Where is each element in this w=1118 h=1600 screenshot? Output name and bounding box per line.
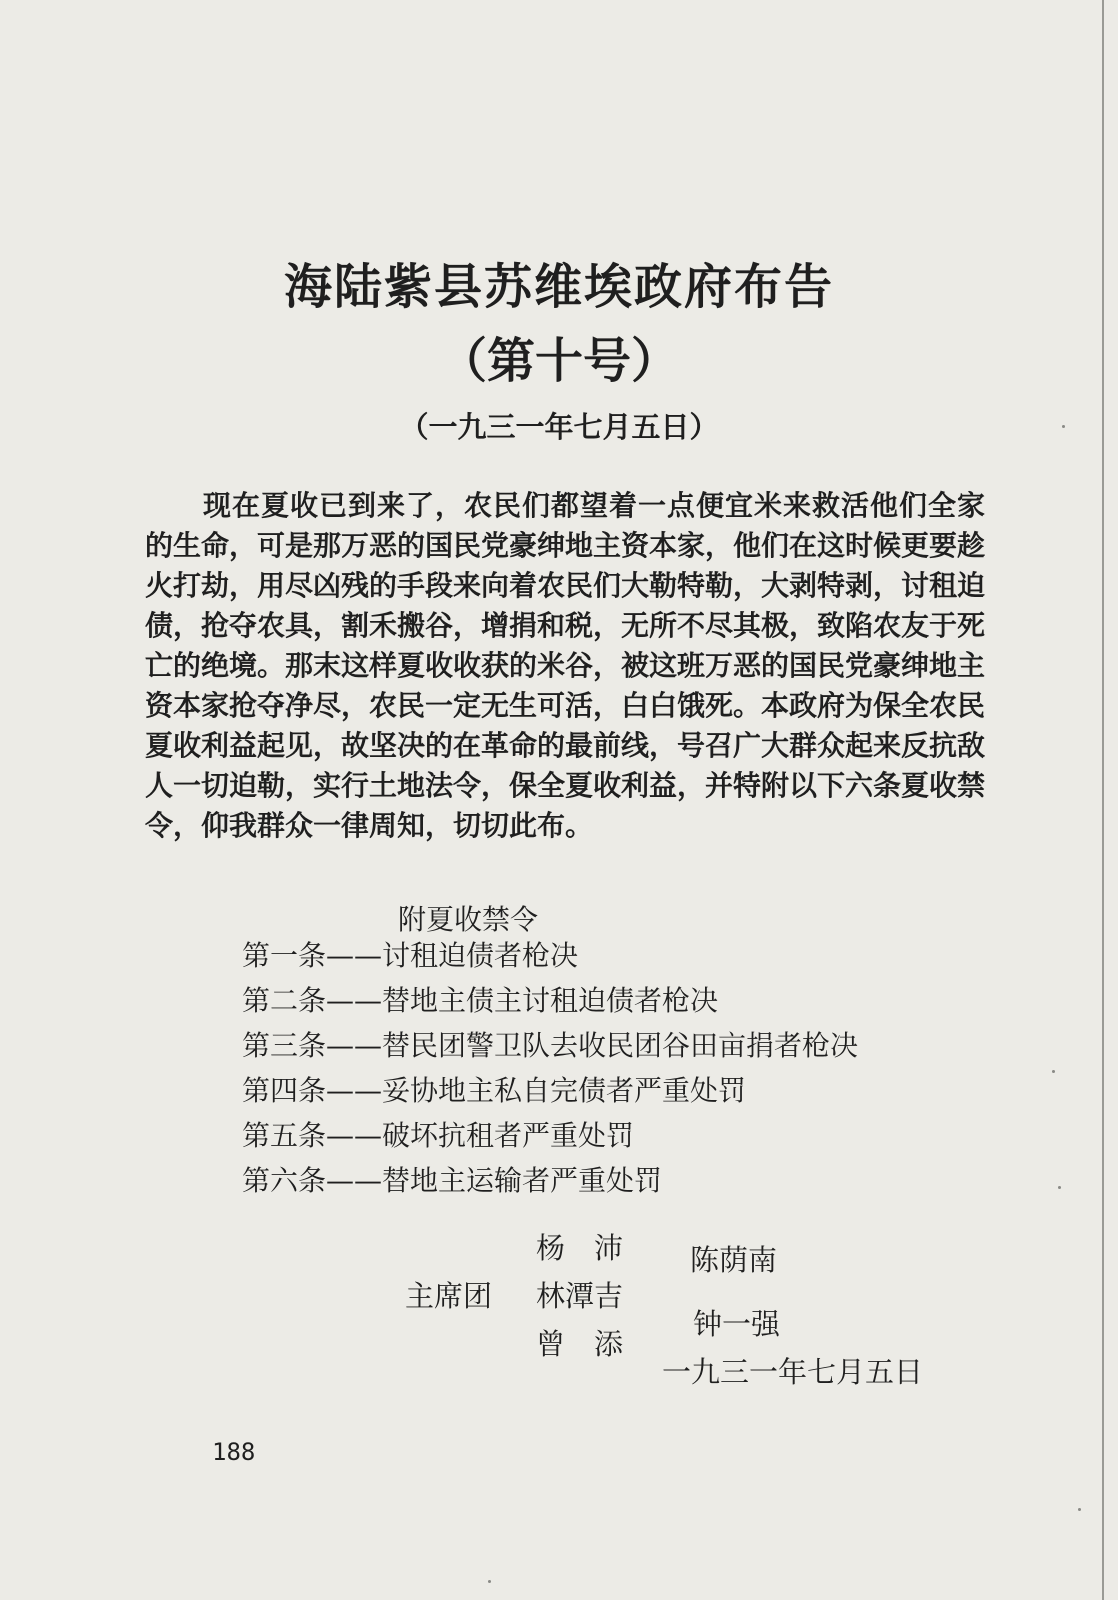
rule-item: 第一条——讨租迫债者枪决 [242, 939, 579, 972]
signature-date: 一九三一年七月五日 [662, 1355, 924, 1389]
rule-item: 第三条——替民团警卫队去收民团谷田亩捐者枪决 [242, 1029, 859, 1062]
signatory-name: 陈荫南 [690, 1243, 778, 1277]
rule-item: 第二条——替地主债主讨租迫债者枪决 [242, 984, 719, 1017]
rule-item: 第五条——破坏抗租者严重处罚 [242, 1119, 635, 1152]
paper-speck [1062, 425, 1065, 428]
signatory-name: 钟一强 [693, 1307, 781, 1341]
paper-speck [1052, 1070, 1055, 1073]
page-edge [1102, 0, 1104, 1600]
notice-body: 现在夏收已到来了，农民们都望着一点便宜米来救活他们全家的生命，可是那万恶的国民党豪绅地主资本家，他们在这时候更要趁火打劫，用尽凶残的手段来向着农民们大勒特勒，大剥特剥，讨租迫债，抢夺农具，割禾搬谷，增捐和税，无所不尽其极，致陷农友于死亡的绝境。那末这样夏收收获的米谷，被这班万恶的国民党豪绅地主资本家抢夺净尽，农民一定无生可活，白白饿死。本政府为保全农民夏收利益起见，故坚决的在革命的最前线，号召广大群众起来反抗敌人一切迫勒，实行土地法令，保全夏收利益，并特附以下六条夏收禁令，仰我群众一律周知，切切此布。 [145, 489, 986, 842]
presidium-label: 主席团 [405, 1279, 493, 1313]
paper-speck [1058, 1186, 1061, 1189]
notice-date: （一九三一年七月五日） [399, 410, 719, 444]
paper-speck [488, 1580, 491, 1583]
signatory-name: 曾 添 [536, 1327, 624, 1361]
rules-list [242, 933, 858, 1203]
rule-item: 第六条——替地主运输者严重处罚 [242, 1164, 663, 1197]
signatory-name: 杨 沛 [536, 1231, 624, 1265]
notice-title: 海陆紫县苏维埃政府布告 [283, 259, 834, 315]
paper-speck [1078, 1508, 1081, 1511]
rules-heading: 附夏收禁令 [398, 903, 539, 936]
rule-item: 第四条——妥协地主私自完债者严重处罚 [242, 1074, 747, 1107]
page-number: 188 [212, 1438, 256, 1466]
notice-number: （第十号） [438, 333, 679, 389]
signatory-name: 林潭吉 [536, 1279, 624, 1313]
